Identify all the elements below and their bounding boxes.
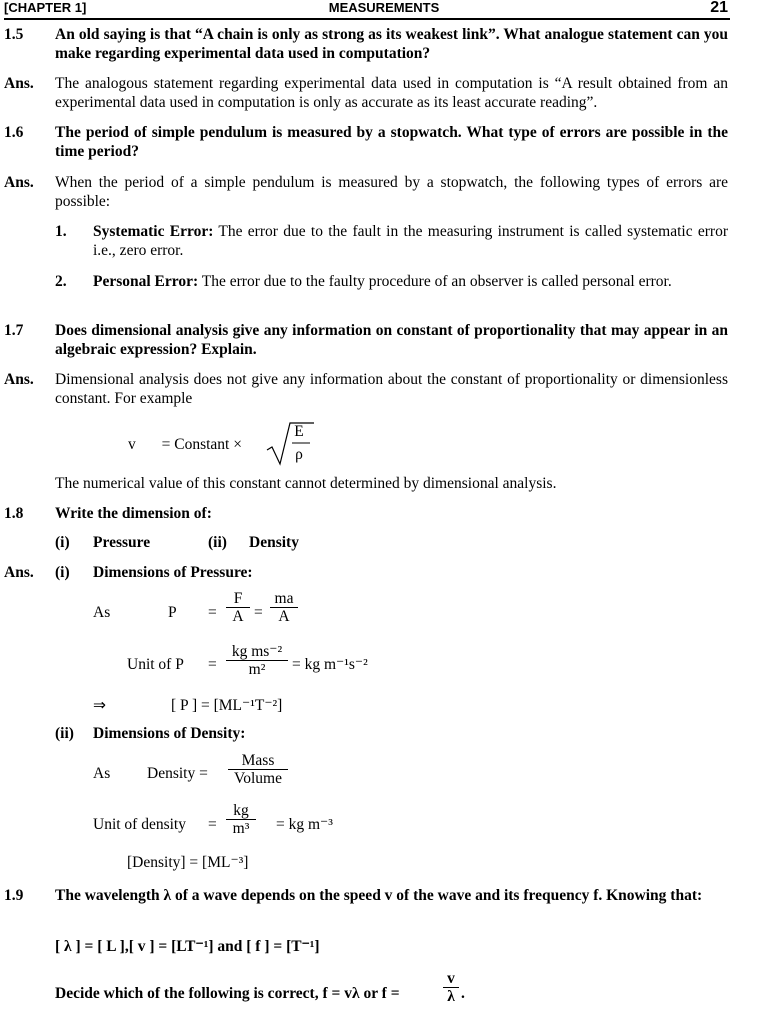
a15-label: Ans.: [4, 75, 34, 92]
a16-item-1-text: The error due to the fault in the measuring instrument is called systematic error i.e., zero error.: [93, 223, 729, 259]
frac-a1: A: [232, 608, 244, 625]
frac-m2: m²: [248, 661, 266, 678]
fraction-kg-over-m3: [226, 802, 256, 837]
q16-text: The period of simple pendulum is measured by a stopwatch. What type of errors are possible in the time period?: [55, 124, 728, 160]
a18-i-number: (i): [55, 564, 70, 581]
q19-number: 1.9: [4, 887, 24, 904]
unit-p-eq: =: [208, 656, 217, 673]
pressure-symbol: P: [168, 604, 177, 621]
chapter-title: MEASUREMENTS: [328, 0, 440, 15]
q19-text: The wavelength λ of a wave depends on the speed v of the wave and its frequency f. Knowing that:: [55, 887, 703, 904]
page-number: 21: [710, 0, 728, 16]
a16-item-2-number: 2.: [55, 273, 67, 290]
a16-item-2-text: The error due to the faulty procedure of an observer is called personal error.: [198, 273, 672, 290]
frac-f: F: [226, 590, 250, 608]
pressure-as: As: [93, 604, 111, 621]
chapter-label: [CHAPTER 1]: [4, 0, 87, 15]
q19-decide: Decide which of the following is correct, f = vλ or f =: [55, 985, 400, 1002]
a16-item-1-number: 1.: [55, 223, 67, 240]
fraction-f-over-a: [226, 590, 250, 625]
a18-label: Ans.: [4, 564, 34, 581]
a18-ii-number: (ii): [55, 725, 74, 742]
q16-number: 1.6: [4, 124, 24, 141]
a16-item-1: [93, 222, 728, 260]
unit-d-eq: =: [208, 816, 217, 833]
a17-label: Ans.: [4, 371, 34, 388]
q17-number: 1.7: [4, 322, 24, 339]
frac-v: v: [443, 970, 459, 988]
q15-text: An old saying is that “A chain is only as strong as its weakest link”. What analogue statement can you make regarding experimental data used in computation?: [55, 26, 728, 62]
q18-sub2: Density: [249, 534, 299, 551]
a16-item-2-term: Personal Error:: [93, 273, 199, 290]
density-as: As: [93, 765, 111, 782]
q18-sub1-number: (i): [55, 534, 70, 551]
unit-of-density-label: Unit of density: [93, 816, 186, 833]
q19-dimensions: [ λ ] = [ L ],[ v ] = [LT⁻¹] and [ f ] = [T⁻¹]: [55, 938, 320, 955]
frac-kg-ms: kg ms⁻²: [226, 643, 288, 661]
pressure-eq2: =: [254, 604, 263, 621]
fraction-ma-over-a: [270, 590, 298, 625]
a17-note: The numerical value of this constant cannot determined by dimensional analysis.: [55, 475, 557, 492]
q19-period: .: [461, 985, 465, 1002]
a16-item-1-term: Systematic Error:: [93, 223, 214, 240]
velocity-formula: [128, 423, 242, 467]
frac-mass: Mass: [228, 752, 288, 770]
frac-m3: m³: [232, 820, 250, 837]
frac-lambda: λ: [447, 988, 455, 1005]
frac-kg: kg: [226, 802, 256, 820]
density-label: Density =: [147, 765, 208, 782]
q18-number: 1.8: [4, 505, 24, 522]
implies-arrow: ⇒: [93, 697, 106, 714]
frac-a2: A: [278, 608, 290, 625]
fraction-kgms-over-m2: [226, 643, 288, 678]
formula-lhs: v: [128, 436, 136, 453]
a15-text: The analogous statement regarding experimental data used in computation is “A result obtained from an experimental data used in computation is only as accurate as its least accurate reading”.: [55, 75, 728, 111]
formula-eq: = Constant ×: [161, 436, 242, 453]
pressure-eq1: =: [208, 604, 217, 621]
frac-ma: ma: [270, 590, 298, 608]
sqrt-numerator: E: [294, 423, 304, 440]
q17-text: Does dimensional analysis give any information on constant of proportionality that may appear in an algebraic expression? Explain.: [55, 322, 728, 358]
q15-number: 1.5: [4, 26, 24, 43]
unit-d-value: = kg m⁻³: [276, 816, 333, 833]
fraction-v-over-lambda: [443, 970, 459, 1005]
density-dimension: [Density] = [ML⁻³]: [127, 854, 249, 871]
page-header: [0, 0, 768, 18]
q18-sub1: Pressure: [93, 534, 151, 551]
header-rule: [4, 18, 730, 20]
unit-of-p-label: Unit of P: [127, 656, 184, 673]
unit-p-value: = kg m⁻¹s⁻²: [292, 656, 368, 673]
fraction-mass-over-volume: [228, 752, 288, 787]
frac-volume: Volume: [234, 770, 282, 787]
a18-ii-title: Dimensions of Density:: [93, 725, 246, 742]
a17-text: Dimensional analysis does not give any information about the constant of proportionality or dimensionless constant. For example: [55, 371, 728, 407]
q18-sub2-number: (ii): [208, 534, 227, 551]
pressure-dimension: [ P ] = [ML⁻¹T⁻²]: [171, 697, 283, 714]
sqrt-denominator: ρ: [295, 446, 303, 463]
a16-intro: When the period of a simple pendulum is measured by a stopwatch, the following types of errors are possible:: [55, 174, 728, 210]
a16-label: Ans.: [4, 174, 34, 191]
q18-text: Write the dimension of:: [55, 505, 212, 522]
a16-item-2: [93, 272, 728, 291]
a18-i-title: Dimensions of Pressure:: [93, 564, 253, 581]
